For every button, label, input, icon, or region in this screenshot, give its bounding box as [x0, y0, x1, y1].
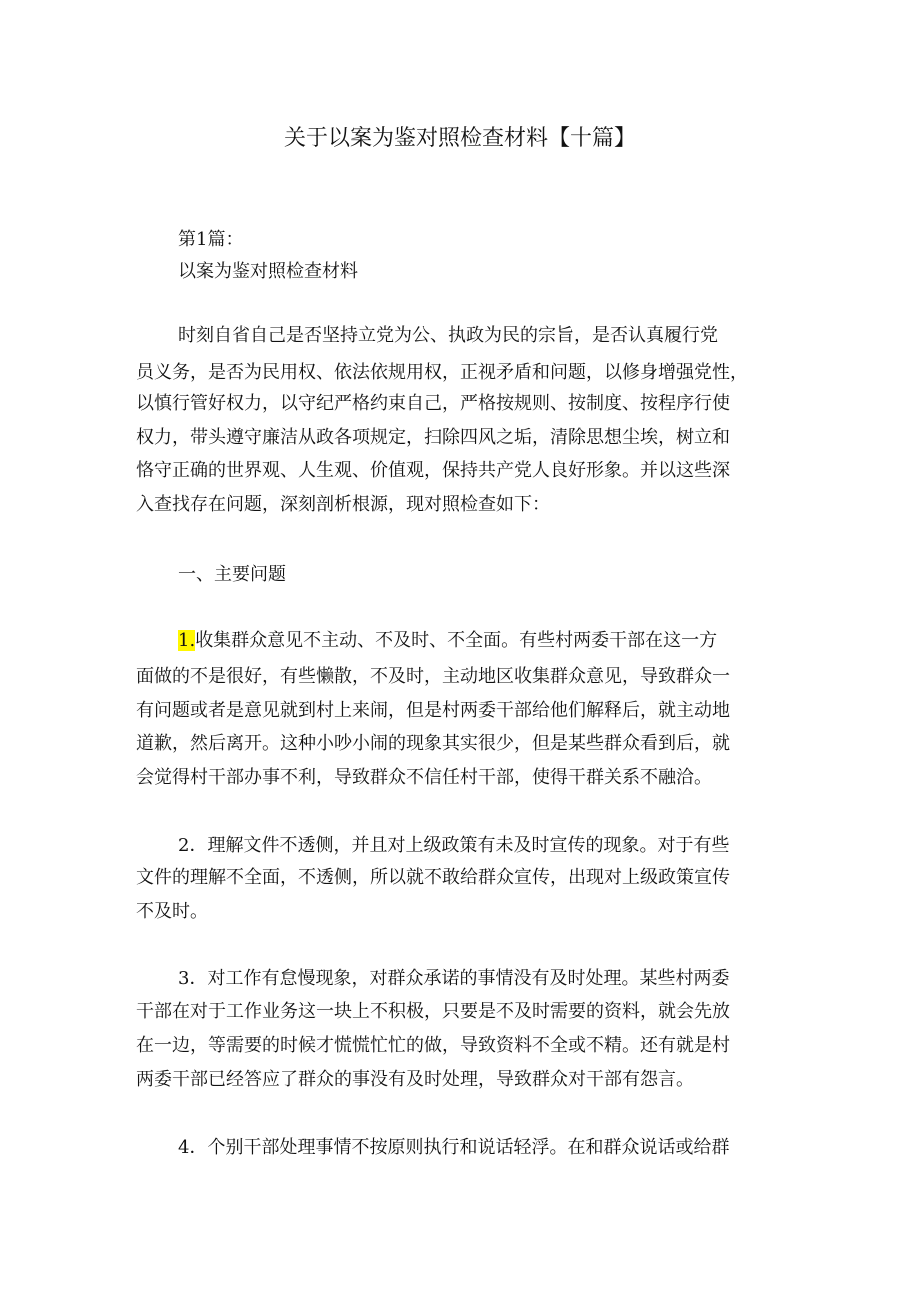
item-1-line: 道歉，然后离开。这种小吵小闹的现象其实很少，但是某些群众看到后，就 [136, 733, 730, 754]
item-1-first-line [178, 629, 790, 653]
intro-line: 以慎行管好权力，以守纪严格约束自己，严格按规则、按制度、按程序行使 [136, 393, 730, 414]
item-4-line: 4．个别干部处理事情不按原则执行和说话轻浮。在和群众说话或给群 [178, 1137, 730, 1158]
intro-line: 时刻自省自己是否坚持立党为公、执政为民的宗旨，是否认真履行党 [178, 325, 718, 346]
item-3-line: 3．对工作有怠慢现象，对群众承诺的事情没有及时处理。某些村两委 [178, 968, 730, 989]
item-1-text: 收集群众意见不主动、不及时、不全面。有些村两委干部在这一方 [195, 630, 718, 651]
item-1-line: 会觉得村干部办事不利，导致群众不信任村干部，使得干群关系不融洽。 [136, 767, 712, 788]
chapter-title: 以案为鉴对照检查材料 [178, 261, 358, 282]
item-2-line: 2．理解文件不透侧，并且对上级政策有未及时宣传的现象。对于有些 [178, 835, 730, 856]
item-1-line: 有问题或者是意见就到村上来闹，但是村两委干部给他们解释后，就主动地 [136, 700, 730, 721]
intro-line: 恪守正确的世界观、人生观、价值观，保持共产党人良好形象。并以这些深 [136, 460, 730, 481]
item-1-number-highlighted: 1. [178, 630, 196, 651]
item-3-line: 在一边，等需要的时候才慌慌忙忙的做，导致资料不全或不精。还有就是村 [136, 1035, 730, 1056]
section-heading: 一、主要问题 [178, 564, 286, 585]
document-title: 关于以案为鉴对照检查材料【十篇】 [283, 126, 636, 151]
item-2-line: 文件的理解不全面，不透侧，所以就不敢给群众宣传，出现对上级政策宣传 [136, 867, 730, 888]
item-3-line: 干部在对于工作业务这一块上不积极，只要是不及时需要的资料，就会先放 [136, 1001, 730, 1022]
intro-line: 入查找存在问题，深刻剖析根源，现对照检查如下： [136, 494, 550, 515]
item-2-line: 不及时。 [136, 901, 208, 922]
chapter-label: 第1篇： [178, 229, 244, 250]
item-1-line: 面做的不是很好，有些懒散，不及时，主动地区收集群众意见，导致群众一 [136, 666, 730, 687]
item-3-line: 两委干部已经答应了群众的事没有及时处理，导致群众对干部有怨言。 [136, 1069, 694, 1090]
intro-line: 员义务，是否为民用权、依法依规用权，正视矛盾和问题，以修身增强党性， [136, 362, 748, 383]
intro-line: 权力，带头遵守廉洁从政各项规定，扫除四风之垢，清除思想尘埃，树立和 [136, 427, 730, 448]
